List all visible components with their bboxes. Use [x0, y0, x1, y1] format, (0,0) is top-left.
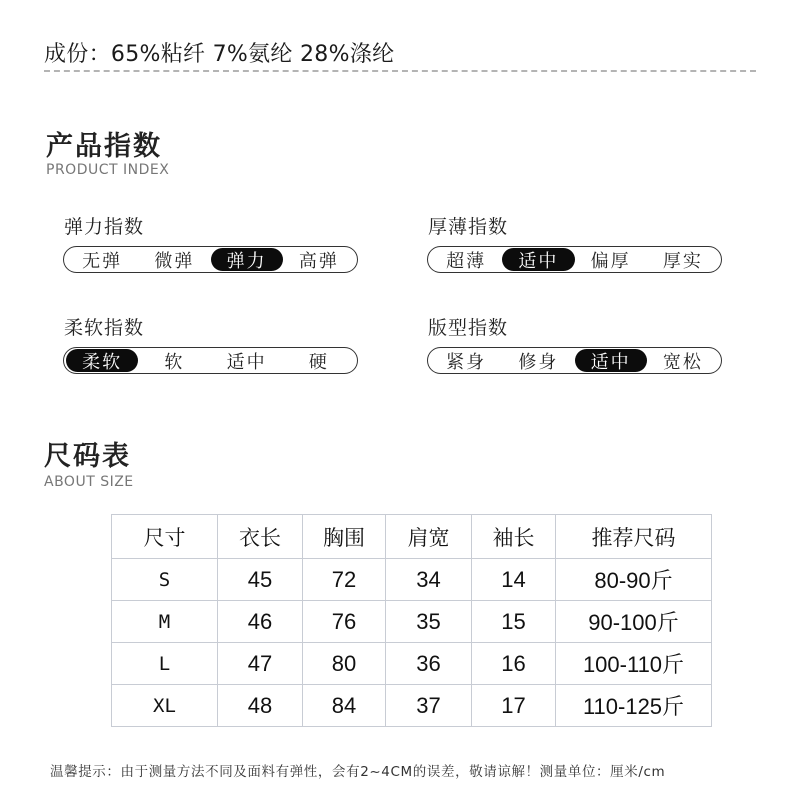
- table-header-cell: 胸围: [303, 515, 386, 559]
- table-header-row: [112, 515, 712, 559]
- product-index-subtitle: PRODUCT INDEX: [46, 162, 170, 178]
- size-chart-title: 尺码表: [44, 441, 131, 472]
- table-cell: 34: [386, 559, 472, 601]
- scale-option: 紧身: [446, 351, 487, 373]
- scale-option: 超薄: [446, 250, 487, 272]
- index-label-fit: 版型指数: [428, 317, 509, 339]
- table-cell: 46: [218, 601, 303, 643]
- index-scale-elasticity: [63, 246, 358, 273]
- size-cell: XL: [112, 685, 218, 727]
- table-cell: 45: [218, 559, 303, 601]
- size-cell: L: [112, 643, 218, 685]
- scale-option: 软: [164, 351, 185, 373]
- table-cell: 37: [386, 685, 472, 727]
- size-chart-subtitle: ABOUT SIZE: [44, 474, 134, 490]
- table-header-cell: 推荐尺码: [556, 515, 712, 559]
- table-cell: 100-110斤: [556, 643, 712, 685]
- table-header-cell: 肩宽: [386, 515, 472, 559]
- scale-option: 高弹: [298, 250, 339, 272]
- index-scale-softness: [63, 347, 358, 374]
- scale-option: 硬: [308, 351, 329, 373]
- index-label-thickness: 厚薄指数: [428, 216, 509, 238]
- size-cell: M: [112, 601, 218, 643]
- table-cell: 110-125斤: [556, 685, 712, 727]
- table-cell: 48: [218, 685, 303, 727]
- table-cell: 15: [472, 601, 556, 643]
- size-table: [111, 514, 712, 727]
- index-scale-fit: [427, 347, 722, 374]
- table-cell: 84: [303, 685, 386, 727]
- fabric-composition: 成份：65%粘纤 7%氨纶 28%涤纶: [44, 42, 395, 67]
- scale-option: 无弹: [82, 250, 123, 272]
- size-cell: S: [112, 559, 218, 601]
- table-cell: 80-90斤: [556, 559, 712, 601]
- product-index-title: 产品指数: [46, 131, 162, 162]
- index-label-softness: 柔软指数: [64, 317, 145, 339]
- scale-option-selected: 适中: [575, 349, 647, 372]
- table-cell: 16: [472, 643, 556, 685]
- table-cell: 17: [472, 685, 556, 727]
- scale-option: 微弹: [154, 250, 195, 272]
- table-header-cell: 衣长: [218, 515, 303, 559]
- scale-option: 适中: [226, 351, 267, 373]
- table-cell: 72: [303, 559, 386, 601]
- scale-option: 修身: [518, 351, 559, 373]
- table-row: [112, 685, 712, 727]
- scale-option-selected: 弹力: [211, 248, 283, 271]
- scale-option-selected: 柔软: [66, 349, 138, 372]
- table-row: [112, 601, 712, 643]
- table-row: [112, 559, 712, 601]
- table-header-cell: 袖长: [472, 515, 556, 559]
- table-row: [112, 643, 712, 685]
- table-cell: 14: [472, 559, 556, 601]
- dashed-divider: [44, 70, 756, 72]
- index-label-elasticity: 弹力指数: [64, 216, 145, 238]
- table-cell: 47: [218, 643, 303, 685]
- table-cell: 76: [303, 601, 386, 643]
- table-cell: 90-100斤: [556, 601, 712, 643]
- index-scale-thickness: [427, 246, 722, 273]
- scale-option: 厚实: [662, 250, 703, 272]
- scale-option: 偏厚: [590, 250, 631, 272]
- measurement-note: 温馨提示：由于测量方法不同及面料有弹性，会有2~4CM的误差，敬请谅解！测量单位：厘米/cm: [50, 764, 666, 780]
- table-cell: 36: [386, 643, 472, 685]
- table-cell: 35: [386, 601, 472, 643]
- scale-option-selected: 适中: [502, 248, 574, 271]
- scale-option: 宽松: [662, 351, 703, 373]
- table-cell: 80: [303, 643, 386, 685]
- table-header-cell: 尺寸: [112, 515, 218, 559]
